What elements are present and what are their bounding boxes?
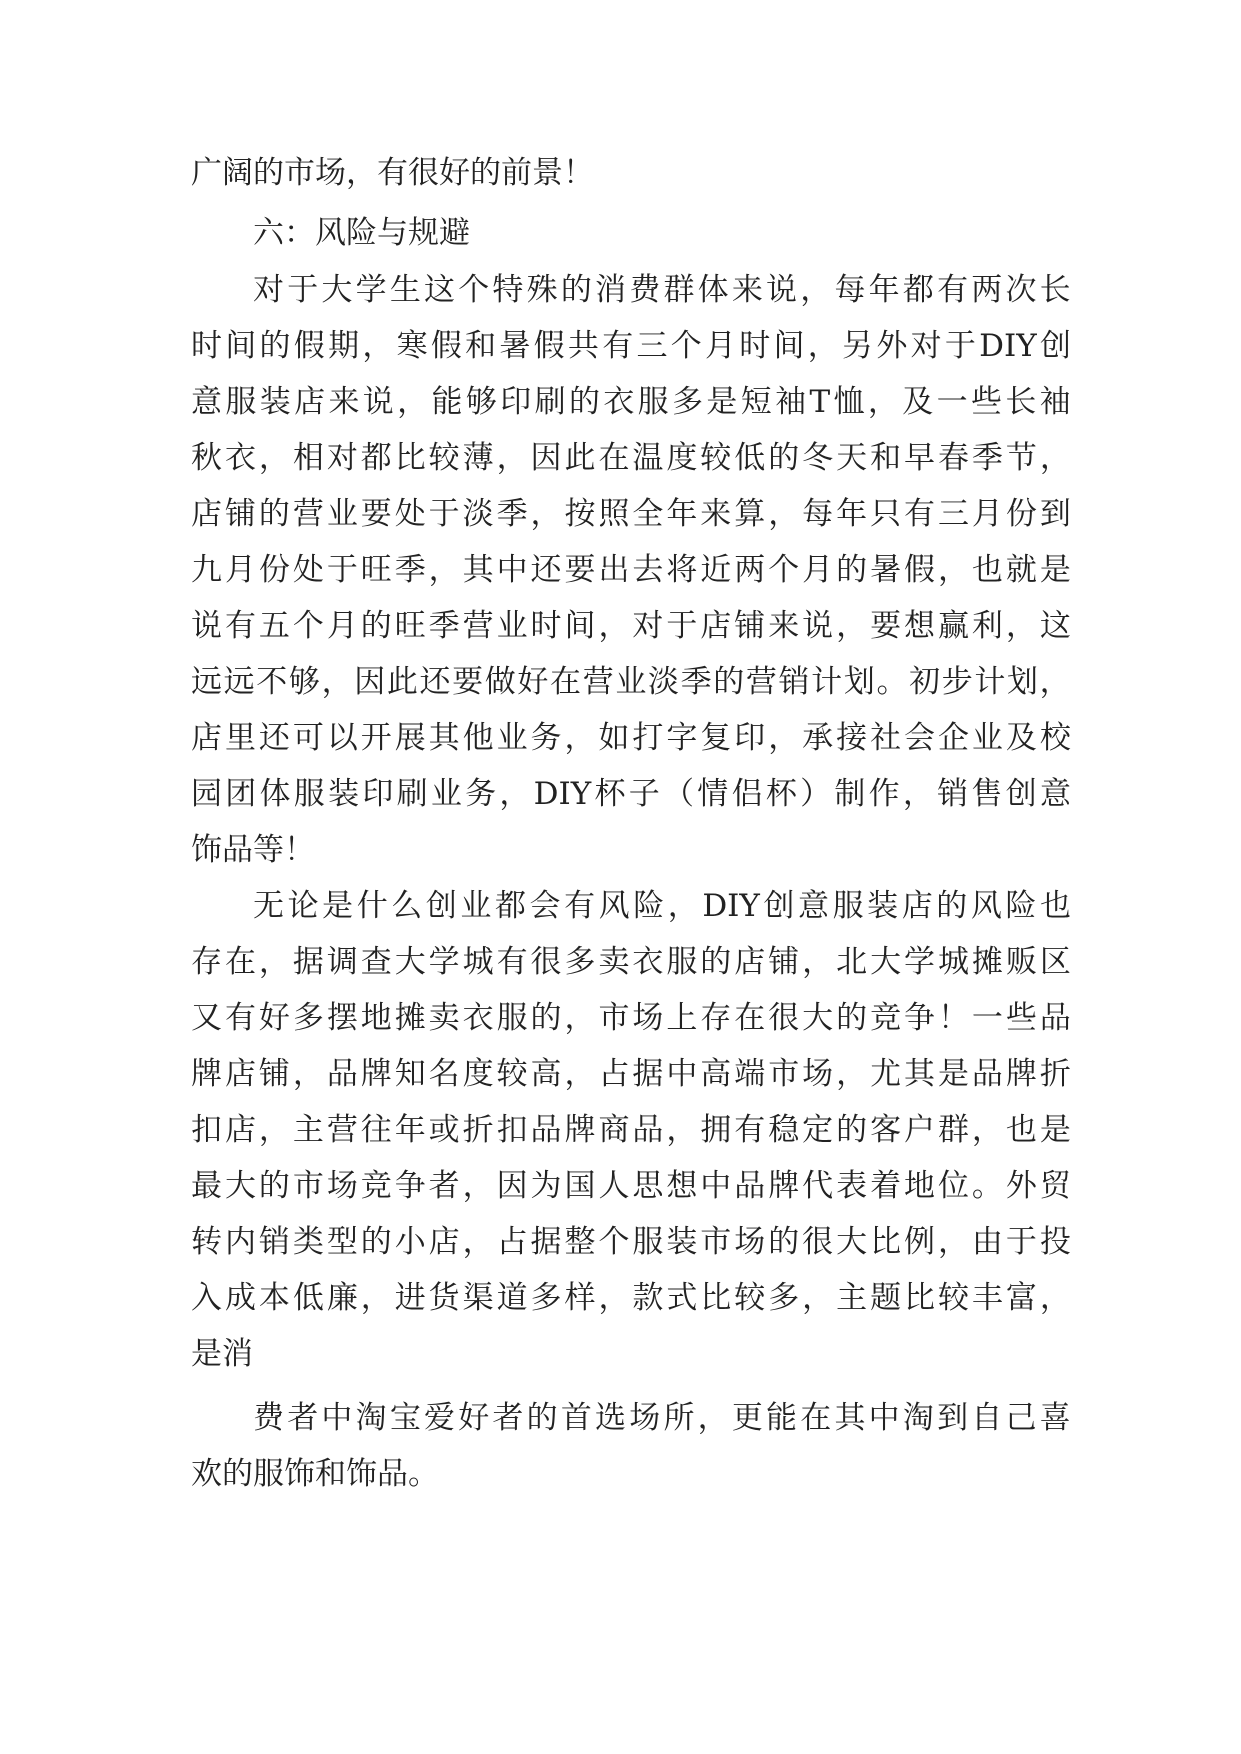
text-line-11: 店 里 还 可 以 开 展 其 他 业 务 ， 如 打 字 复 印 ， 承 接 社 会 企 业 及 校 xyxy=(191,720,1071,756)
text-line-7: 店 铺 的 营 业 要 处 于 淡 季 ， 按 照 全 年 来 算 ， 每 年 只 有 三 月 份 到 xyxy=(191,496,1071,532)
text-line-1: 广阔的市场，有很好的前景！ xyxy=(191,155,594,191)
text-line-19: 最 大 的 市 场 竞 争 者 ， 因 为 国 人 思 想 中 品 牌 代 表 着 地 位 。 外 贸 xyxy=(191,1168,1071,1204)
text-line-18: 扣 店 ， 主 营 往 年 或 折 扣 品 牌 商 品 ， 拥 有 稳 定 的 客 户 群 ， 也 是 xyxy=(191,1112,1071,1148)
text-line-13: 饰品等！ xyxy=(191,832,315,868)
text-line-17: 牌 店 铺 ， 品 牌 知 名 度 较 高 ， 占 据 中 高 端 市 场 ， 尤 其 是 品 牌 折 xyxy=(191,1056,1071,1092)
text-line-16: 又 有 好 多 摆 地 摊 卖 衣 服 的 ， 市 场 上 存 在 很 大 的 竞 争 ！ 一 些 品 xyxy=(191,1000,1071,1036)
text-line-21: 入 成 本 低 廉 ， 进 货 渠 道 多 样 ， 款 式 比 较 多 ， 主 题 比 较 丰 富 ， xyxy=(191,1280,1071,1316)
text-line-10: 远 远 不 够 ， 因 此 还 要 做 好 在 营 业 淡 季 的 营 销 计 划 。 初 步 计 划 ， xyxy=(191,664,1071,700)
section-heading: 六：风险与规避 xyxy=(253,215,470,251)
text-line-9: 说 有 五 个 月 的 旺 季 营 业 时 间 ， 对 于 店 铺 来 说 ， 要 想 赢 利 ， 这 xyxy=(191,608,1071,644)
text-line-15: 存 在 ， 据 调 查 大 学 城 有 很 多 卖 衣 服 的 店 铺 ， 北 大 学 城 摊 贩 区 xyxy=(191,944,1071,980)
text-line-14: 无 论 是 什 么 创 业 都 会 有 风 险 ， DIY 创 意 服 装 店 的 风 险 也 xyxy=(253,888,1071,924)
text-line-24: 欢的服饰和饰品。 xyxy=(191,1456,439,1492)
text-line-23: 费 者 中 淘 宝 爱 好 者 的 首 选 场 所 ， 更 能 在 其 中 淘 到 自 己 喜 xyxy=(253,1400,1071,1436)
text-line-4: 时 间 的 假 期 ， 寒 假 和 暑 假 共 有 三 个 月 时 间 ， 另 外 对 于 DIY 创 xyxy=(191,328,1071,364)
text-line-3: 对 于 大 学 生 这 个 特 殊 的 消 费 群 体 来 说 ， 每 年 都 有 两 次 长 xyxy=(253,272,1071,308)
text-line-5: 意 服 装 店 来 说 ， 能 够 印 刷 的 衣 服 多 是 短 袖 T 恤 ， 及 一 些 长 袖 xyxy=(191,384,1071,420)
text-line-12: 园 团 体 服 装 印 刷 业 务 ， DIY 杯 子 （ 情 侣 杯 ） 制 作 ， 销 售 创 意 xyxy=(191,776,1071,812)
text-line-8: 九 月 份 处 于 旺 季 ， 其 中 还 要 出 去 将 近 两 个 月 的 暑 假 ， 也 就 是 xyxy=(191,552,1071,588)
text-line-6: 秋 衣 ， 相 对 都 比 较 薄 ， 因 此 在 温 度 较 低 的 冬 天 和 早 春 季 节 ， xyxy=(191,440,1071,476)
text-line-22: 是消 xyxy=(191,1336,253,1372)
text-line-20: 转 内 销 类 型 的 小 店 ， 占 据 整 个 服 装 市 场 的 很 大 比 例 ， 由 于 投 xyxy=(191,1224,1071,1260)
